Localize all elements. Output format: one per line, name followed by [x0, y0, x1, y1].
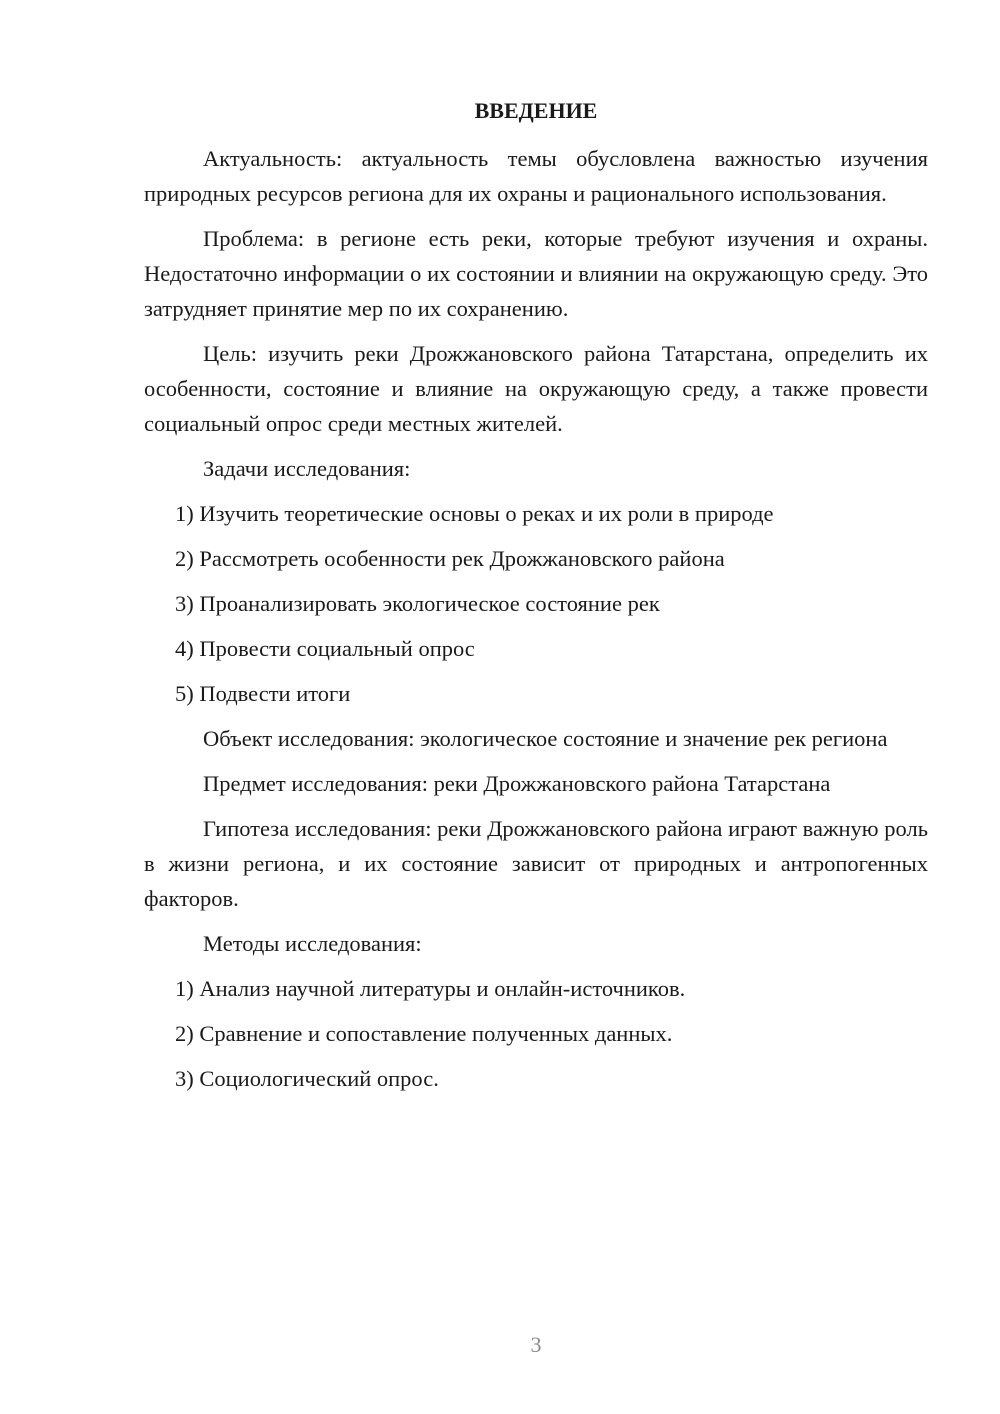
methods-heading: Методы исследования: [203, 931, 422, 956]
problem-paragraph: Проблема: в регионе есть реки, которые требуют изучения и охраны. Недостаточно информации о их состоянии и влиянии на окружающую среду. Это затрудняет принятие мер по их сохранению. [144, 226, 928, 321]
list-item: 1) Изучить теоретические основы о реках и их роли в природе [175, 501, 774, 526]
list-item: 3) Социологический опрос. [175, 1066, 439, 1091]
tasks-list [144, 496, 928, 711]
section-title: ВВЕДЕНИЕ [474, 98, 598, 123]
list-item: 3) Проанализировать экологическое состояние рек [175, 591, 660, 616]
subject-paragraph: Предмет исследования: реки Дрожжановского района Татарстана [203, 771, 831, 796]
list-item: 2) Рассмотреть особенности рек Дрожжановского района [175, 546, 725, 571]
list-item: 1) Анализ научной литературы и онлайн-источников. [175, 976, 686, 1001]
page-number: 3 [530, 1332, 542, 1357]
tasks-heading: Задачи исследования: [203, 456, 411, 481]
list-item: 5) Подвести итоги [175, 681, 351, 706]
list-item: 4) Провести социальный опрос [175, 636, 475, 661]
hypothesis-paragraph: Гипотеза исследования: реки Дрожжановского района играют важную роль в жизни региона, и их состояние зависит от природных и антропогенных факторов. [144, 816, 928, 911]
goal-paragraph: Цель: изучить реки Дрожжановского района Татарстана, определить их особенности, состояние и влияние на окружающую среду, а также провести социальный опрос среди местных жителей. [144, 341, 928, 436]
relevance-paragraph: Актуальность: актуальность темы обусловлена важностью изучения природных ресурсов региона для их охраны и рационального использования. [144, 146, 928, 206]
methods-list [144, 971, 928, 1096]
list-item: 2) Сравнение и сопоставление полученных данных. [175, 1021, 673, 1046]
object-paragraph: Объект исследования: экологическое состояние и значение рек региона [203, 726, 888, 751]
document-body [144, 141, 928, 1106]
